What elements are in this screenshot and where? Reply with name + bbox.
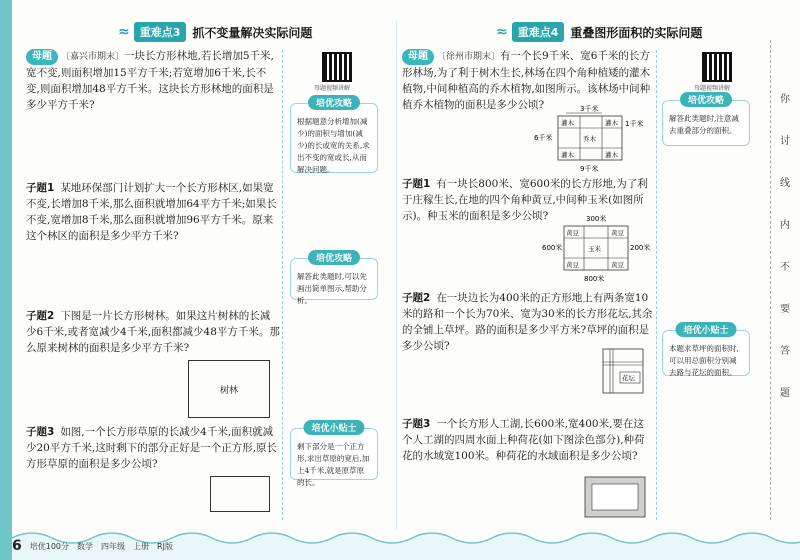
dim-bottom: 9千米 (580, 165, 599, 173)
corner-label: 黄豆 (566, 261, 579, 269)
right-subquestion-2 (402, 290, 654, 354)
side-margin-text (776, 90, 794, 426)
tip-heading: 培优小贴士 (675, 322, 736, 337)
farmland-diagram (536, 212, 656, 284)
problem-source: 〔徐州市期末〕 (437, 52, 501, 62)
corner-label: 黄豆 (611, 261, 624, 269)
cut-line (770, 40, 772, 520)
qr-code-icon[interactable] (702, 52, 732, 82)
left-tip-3 (290, 424, 378, 487)
side-char: 讨 (780, 136, 790, 147)
dim-top: 3千米 (580, 105, 599, 113)
book-name: 培优100分 (29, 541, 70, 551)
right-subquestion-3 (402, 416, 654, 464)
tip-heading: 培优小贴士 (303, 420, 364, 435)
problem-text: 一块长方形林地,若长增加5千米,宽不变,则面积增加15平方千米;若宽增加6千米,长不变,则面积增加48平方千米。这块长方形林地的面积是多少平方千米? (26, 50, 274, 111)
qr-label: 母题视频讲解 (314, 85, 351, 92)
left-tip-2 (290, 254, 378, 305)
term: 上册 (133, 541, 150, 551)
corner-label: 黄豆 (566, 229, 579, 237)
subquestion-label: 子题1 (26, 182, 55, 194)
corner-label: 灌木 (561, 119, 574, 127)
subquestion-text: 如图,一个长方形草原的长减少4千米,面积就减少20平方千米,这时剩下的部分正好是一个正方形,原长方形草原的面积是多少公顷? (26, 426, 278, 470)
subquestion-text: 下图是一片长方形树林。如果这片树林的长减少6千米,或者宽减少4千米,面积都减少48平方千米。那么原来树林的面积是多少平方千米? (26, 310, 280, 354)
tip-heading: 培优攻略 (308, 250, 360, 265)
subquestion-text: 一个长方形人工湖,长600米,宽400米,要在这个人工湖的四周水面上种荷花(如下图涂色部分),种荷花的水域宽100米。种荷花的水域面积是多少公顷? (402, 418, 645, 462)
left-section-header (118, 22, 312, 42)
column-divider (282, 50, 283, 520)
grade: 四年级 (101, 541, 126, 551)
main-problem-badge: 母题 (402, 49, 434, 65)
right-section-header (496, 22, 702, 42)
center-label: 玉米 (588, 245, 601, 253)
forest-label: 树林 (219, 385, 238, 396)
subject: 数学 (77, 541, 94, 551)
subquestion-label: 子题3 (402, 418, 431, 430)
right-tip-1 (662, 96, 750, 146)
grassland-rectangle-figure (210, 476, 270, 512)
side-char: 答 (780, 346, 790, 357)
subquestion-text: 在一块边长为400米的正方形地上有两条宽10米的路和一个长为70米、宽为30米的长方形花坛,其余的全铺上草坪。路的面积是多少平方米?草坪的面积是多少公顷? (402, 292, 653, 352)
tip-body: 本题求草坪的面积时,可以用总面积分别减去路与花坛的面积。 (669, 344, 739, 377)
center-label: 乔木 (583, 135, 596, 143)
column-divider (656, 50, 657, 520)
dim-top: 300米 (586, 215, 607, 223)
wave-icon: ≈ (118, 24, 128, 40)
square-land-diagram (602, 348, 646, 396)
side-char: 题 (780, 388, 790, 399)
left-decorative-border (0, 0, 12, 560)
corner-label: 灌木 (605, 119, 618, 127)
side-char: 内 (780, 220, 790, 231)
side-char: 你 (780, 94, 790, 105)
right-section-title: 重叠图形面积的实际问题 (570, 25, 703, 40)
tip-body: 剩下部分是一个正方形,求出草原的宽后,加上4千米,就是原草原的长。 (297, 442, 370, 487)
dim-left: 6千米 (534, 134, 553, 142)
page-number: 6 (12, 538, 22, 554)
left-section-tag: 重难点3 (134, 22, 187, 42)
tip-body: 解答此类题时,可以先画出简单图示,帮助分析。 (297, 272, 367, 305)
dim-right: 200米 (630, 244, 651, 252)
left-section-title: 抓不变量解决实际问题 (192, 25, 313, 40)
left-tip-1 (290, 99, 378, 174)
page-fold (396, 20, 397, 530)
corner-label: 灌木 (605, 151, 618, 159)
corner-label: 黄豆 (611, 229, 624, 237)
subquestion-label: 子题3 (26, 426, 55, 438)
subquestion-label: 子题1 (402, 178, 431, 190)
main-problem-badge: 母题 (26, 49, 58, 65)
subquestion-label: 子题2 (402, 292, 431, 304)
left-subquestion-1 (26, 180, 280, 244)
left-subquestion-3 (26, 424, 280, 472)
lake-diagram (584, 476, 648, 520)
subquestion-label: 子题2 (26, 310, 55, 322)
wave-icon: ≈ (496, 24, 506, 40)
right-tip-2 (662, 326, 750, 377)
forest-farm-diagram (530, 102, 650, 174)
forest-rectangle-figure (188, 360, 270, 418)
side-char: 要 (780, 304, 790, 315)
subquestion-text: 有一块长800米、宽600米的长方形地,为了利于庄稼生长,在地的四个角种黄豆,中间种玉米(如图所示)。种玉米的面积是多少公顷? (402, 178, 648, 222)
flowerbed-label: 花坛 (622, 374, 635, 382)
right-section-tag: 重难点4 (512, 22, 565, 42)
edition: RJ版 (157, 541, 173, 551)
tip-body: 根据题意分析增加(减少)的面积与增加(减少)的长或宽的关系,求出不变的宽或长,从而解决问题。 (297, 117, 370, 174)
page-footer (12, 538, 173, 554)
tip-heading: 培优攻略 (308, 95, 360, 110)
problem-text: 有一个长9千米、宽6千米的长方形林场,为了利于树木生长,林场在四个角种植矮的灌木植物,中间种植高的乔木植物,如图所示。该林场中间种植乔木植物的面积是多少公顷? (402, 50, 651, 111)
problem-source: 〔嘉兴市期末〕 (61, 52, 125, 62)
tip-body: 解答此类题时,注意减去重叠部分的面积。 (669, 114, 739, 135)
left-main-problem (26, 48, 280, 113)
qr-code-icon[interactable] (322, 52, 352, 82)
tip-heading: 培优攻略 (680, 92, 732, 107)
left-subquestion-2 (26, 308, 280, 356)
dim-bottom: 800米 (584, 275, 605, 283)
dim-left: 600米 (542, 244, 563, 252)
corner-label: 灌木 (561, 151, 574, 159)
subquestion-text: 某地环保部门计划扩大一个长方形林区,如果宽不变,长增加8千米,那么面积就增加64平方千米;如果长不变,宽增加8千米,那么面积就增加96平方千米。原来这个林区的面积是多少平方千米? (26, 182, 277, 242)
qr-label: 母题视频讲解 (694, 85, 731, 92)
side-char: 线 (780, 178, 790, 189)
side-char: 不 (780, 262, 790, 273)
dim-right: 1千米 (625, 120, 644, 128)
